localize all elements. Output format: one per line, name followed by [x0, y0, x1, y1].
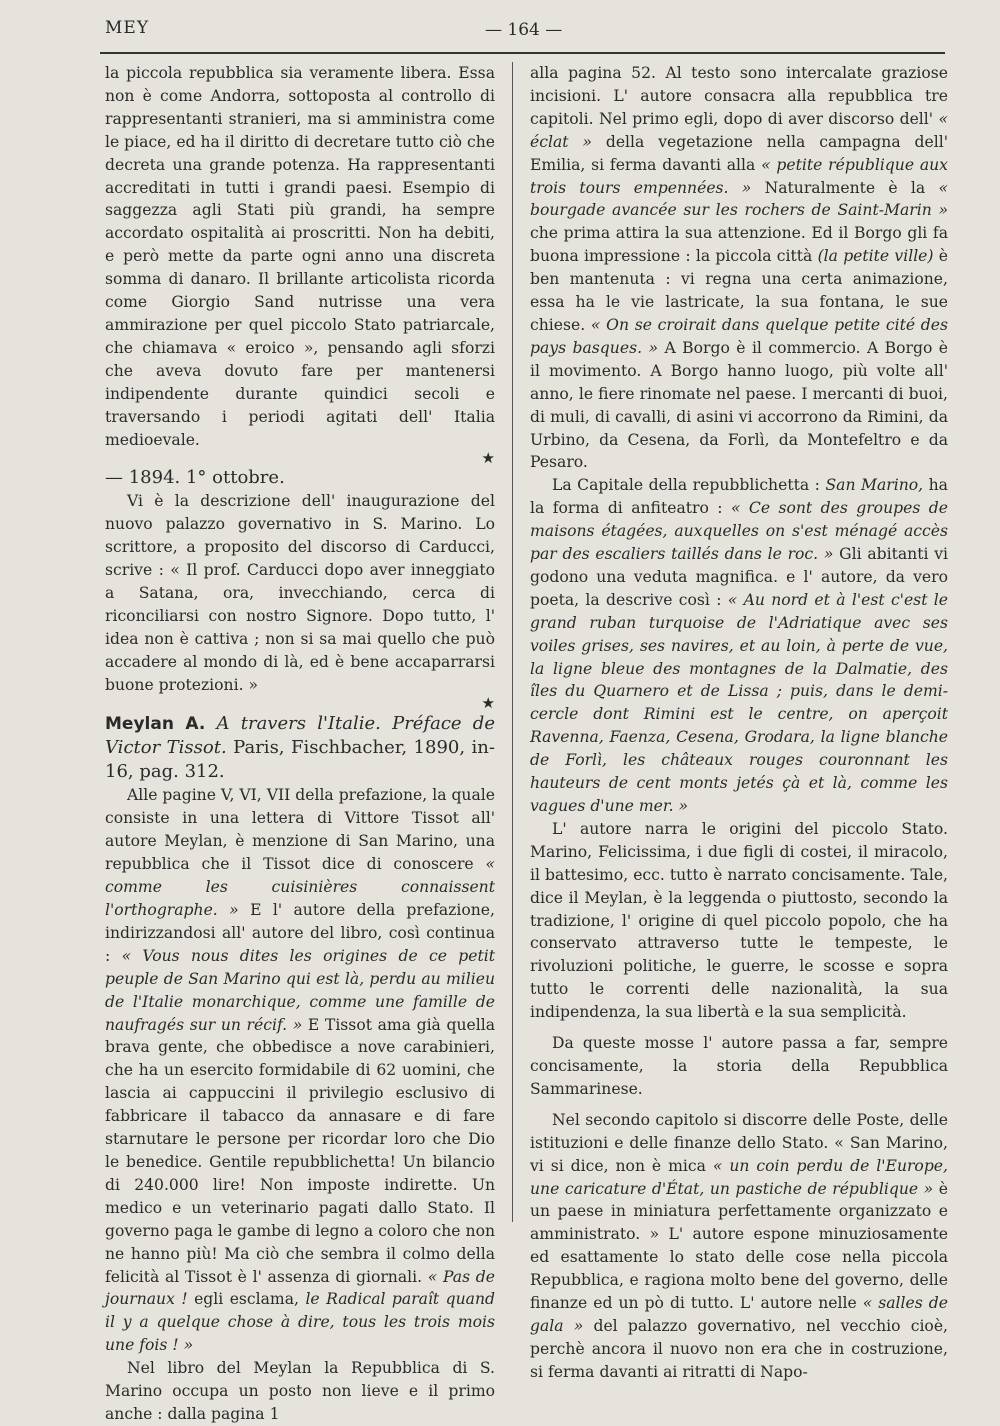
star-mark: ★ [481, 694, 495, 713]
quote-run: San Marino, [825, 476, 924, 495]
quote-run: « petite république aux trois tours empennées. » [530, 155, 948, 197]
paragraph-carducci: Vi è la descrizione dell' inaugurazione del nuovo palazzo governativo in S. Marino. Lo scrittore, a proposito del discorso di Carducci, scrive : « Il prof. Carducci dopo aver inneggiato a Satana, ora, invecchiando, cerca di riconciliarsi con nostro Signore. Dopo tutto, l' idea non è cattiva ; non si sa mai quello che può accadere al mondo di là, ed è bene accaparrarsi buone protezioni. » [105, 492, 495, 694]
paragraph-meylan-book: Nel libro del Meylan la Repubblica di S. Marino occupa un posto non lieve e il primo anche : dalla pagina 1 [105, 1359, 495, 1423]
quote-run: « éclat » [530, 109, 948, 151]
paragraph-origini: L' autore narra le origini del piccolo Stato. Marino, Felicissima, i due figli di costei, il miracolo, il battesimo, ecc. tutto è narrato concisamente. Tale, dice il Meylan, è la leggenda o piuttosto, secondo la tradizione, l' origine di quel piccolo popolo, che ha conservato attraverso tutte le tempeste, le rivoluzioni politiche, le guerre, le scosse e sopra tutto le correnti delle nazionalità, la sua indipendenza, la sua libertà e la sua semplicità. [530, 819, 948, 1022]
text-run: Nel secondo capitolo si discorre delle Poste, delle istituzioni e delle finanze dello Stato. « San Marino, vi si dice, non è mica [530, 1110, 948, 1175]
text-run: è un paese in miniatura perfettamente organizzato e amministrato. » L' autore espone minuziosamente ed esattamente lo stato delle cose nella piccola Repubblica, e ragiona molto bene del governo, delle finanze ed un pò di tutto. L' autore nelle [530, 1179, 948, 1313]
text-run: A Borgo è il commercio. A Borgo è il movimento. A Borgo hanno luogo, più volte all' anno, le fiere rinomate nel paese. I mercanti di buoi, di muli, di cavalli, di asini vi accorrono da Rimini, da Urbino, da Cesena, da Forlì, da Montefeltro e da Pesaro. [530, 338, 949, 472]
quote-run: « Pas de journaux ! [105, 1267, 495, 1309]
text-run: Naturalmente è la [764, 178, 926, 197]
running-title: MEY [105, 18, 150, 38]
text-run: è ben mantenuta : vi regna una certa animazione, essa ha le vie lastricate, la sua fontana, le sue chiese. [530, 247, 948, 334]
quote-run: « Au nord et à l'est c'est le grand ruban turquoise de l'Adriatique avec ses voiles grises, ses navires, et au loin, à perte de vue, la ligne bleue des montagnes de la Dalmatie, des îles du Quarnero et de Lissa ; puis, dans le demi-cercle dont Rimini est le centre, on aperçoit Ravenna, Faenza, Cesena, Grodara, la ligne blanche de Forlì, les châteaux rouges couronnant les hauteurs de cent monts jetés çà et là, comme les vagues d'une mer. » [530, 590, 948, 815]
header-rule [100, 52, 945, 54]
entry-title: A travers l'Italie. Préface de Victor Tissot. [105, 713, 495, 759]
page-number: — 164 — [485, 20, 563, 40]
paragraph-storia: Da queste mosse l' autore passa a far, sempre concisamente, la storia della Repubblica Sammarinese. [530, 1034, 948, 1098]
star-mark: ★ [481, 449, 495, 468]
quote-run: (la petite ville) [817, 247, 934, 266]
text-run: della vegetazione nella campagna dell' Emilia, si ferma davanti alla [530, 132, 948, 174]
text-run: La Capitale della repubblichetta : [552, 476, 820, 495]
paragraph-borgo [530, 62, 948, 474]
paragraph-capitale [530, 474, 948, 818]
quote-run: « Ce sont des groupes de maisons étagées, auxquelles on s'est ménagé accès par des escaliers taillés dans le roc. » [530, 499, 948, 564]
quote-run: « Vous nous dites les origines de ce petit peuple de San Marino qui est là, perdu au milieu de l'Italie monarchique, comme une famille de naufragés sur un récif. » [105, 946, 495, 1034]
text-run: Alle pagine V, VI, VII della prefazione, la quale consiste in una lettera di Vittore Tissot all' autore Meylan, è menzione di San Marino, una repubblica che il Tissot dice di conoscere [105, 786, 495, 874]
paragraph-gap [530, 1101, 948, 1109]
text-run: che prima attira la sua attenzione. Ed il Borgo gli fa buona impressione : la piccola città [530, 224, 948, 266]
column-divider [512, 62, 513, 1222]
entry-author: Meylan A. [105, 714, 206, 735]
entry-date: — 1894. 1° ottobre. [105, 467, 285, 489]
quote-run: le Radical paraît quand il y a quelque chose à dire, tous les trois mois une fois ! » [105, 1290, 495, 1355]
right-column [530, 62, 948, 1384]
paragraph-gap [530, 1024, 948, 1032]
running-head [105, 18, 935, 48]
text-run: egli esclama, [194, 1290, 299, 1309]
quote-run: « un coin perdu de l'Europe, une caricature d'État, un pastiche de république » [530, 1156, 948, 1198]
text-run: E l' autore della prefazione, indirizzandosi all' autore del libro, così continua : [105, 901, 495, 965]
text-run: alla pagina 52. Al testo sono intercalate graziose incisioni. L' autore consacra alla repubblica tre capitoli. Nel primo egli, dopo di aver discorso dell' [530, 64, 948, 128]
quote-run: « salles de gala » [530, 1294, 948, 1335]
text-run: del palazzo governativo, nel vecchio cioè, perchè ancora il nuovo non era che in costruzione, si ferma davanti ai ritratti di Napo- [530, 1316, 949, 1381]
quote-run: « On se croirait dans quelque petite cité des pays basques. » [530, 315, 948, 357]
text-run: E Tissot ama già quella brava gente, che obbedisce a nove carabinieri, che ha un esercito formidabile di 62 uomini, che lascia ai cappuccini il privilegio esclusivo di fabbricare il tabacco da annasare e di fare starnutare le persone per ricordar loro che Dio le benedice. Gentile repubblichetta! Un bilancio di 240.000 lire! Non imposte indirette. Un medico e un veterinario pagati dallo Stato. Il governo paga le gambe di legno a coloro che non ne hanno più! Ma ciò che sembra il colmo della felicità al Tissot è l' assenza di giornali. [105, 1015, 495, 1286]
text-run: Gli abitanti vi godono una veduta magnifica. e l' autore, da vero poeta, la descrive così : [530, 545, 948, 609]
entry-publication: Paris, Fischbacher, 1890, in-16, pag. 312. [105, 737, 495, 783]
left-column [105, 62, 495, 1426]
bibliography-entry [105, 712, 495, 784]
quote-run: « comme les cuisinières connaissent l'orthographe. » [105, 855, 495, 919]
paragraph-secondo-capitolo [530, 1109, 948, 1384]
quote-run: « bourgade avancée sur les rochers de Saint-Marin » [530, 178, 948, 220]
text-run: ha la forma di anfiteatro : [530, 476, 948, 518]
paragraph-tissot [105, 784, 495, 1357]
paragraph-andorra: la piccola repubblica sia veramente libera. Essa non è come Andorra, sottoposta al controllo di rappresentanti stranieri, ma si amministra come le piace, ed ha il diritto di decretare tutto ciò che decreta una grande potenza. Ha rappresentanti accreditati in tutti i grandi paesi. Esempio di saggezza agli Stati più grandi, ha sempre accordato ospitalità ai proscritti. Non ha debiti, e però mette da parte ogni anno una discreta somma di danaro. Il brillante articolista ricorda come Giorgio Sand nutrisse una vera ammirazione per quel piccolo Stato patriarcale, che chiamava « eroico », pensando agli sforzi che aveva dovuto fare per mantenersi indipendente durante quindici secoli e traversando i periodi agitati dell' Italia medioevale. [105, 64, 496, 449]
